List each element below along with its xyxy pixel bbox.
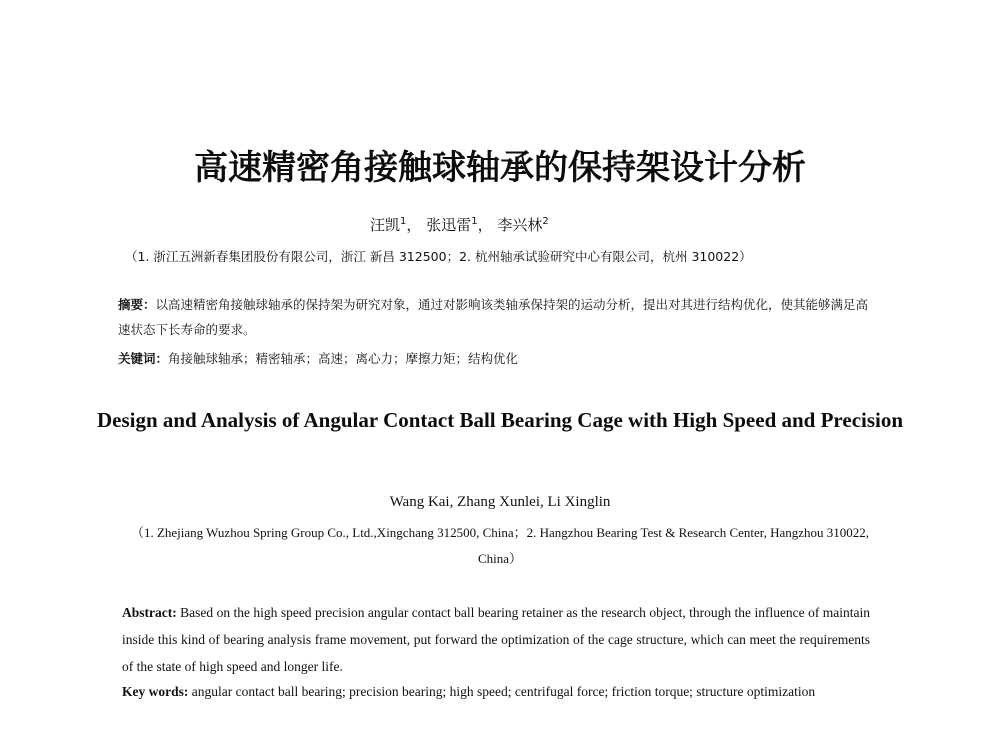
chinese-abstract-label: 摘要：	[118, 297, 156, 312]
author-1: 汪凯	[370, 216, 401, 234]
author-3-affil-mark: 2	[542, 216, 549, 227]
author-3: 李兴林	[497, 216, 543, 234]
author-2: 张迅雷	[426, 216, 472, 234]
english-abstract	[122, 599, 870, 680]
english-abstract-text: Based on the high speed precision angular contact ball bearing retainer as the research object, through the influence of maintain inside this kind of bearing analysis frame movement, put forward the optimization of the cage structure, which can meet the requirements of the state of high speed and longer life.	[122, 605, 870, 674]
english-affiliation: （1. Zhejiang Wuzhou Spring Group Co., Ltd.,Xingchang 312500, China；2. Hangzhou Bearing Test & Research Center, Hangzhou 310022, China）	[130, 525, 870, 566]
chinese-keywords-text: 角接触球轴承；精密轴承；高速；离心力；摩擦力矩；结构优化	[168, 351, 519, 366]
english-title: Design and Analysis of Angular Contact Ball Bearing Cage with High Speed and Precision	[96, 408, 904, 432]
author-separator: ，	[406, 216, 422, 234]
author-2-affil-mark: 1	[471, 216, 478, 227]
english-keywords-label: Key words:	[122, 684, 189, 699]
author-separator: ，	[477, 216, 493, 234]
chinese-keywords	[118, 349, 878, 367]
english-keywords	[122, 677, 870, 707]
chinese-abstract	[118, 292, 878, 342]
chinese-abstract-text: 以高速精密角接触球轴承的保持架为研究对象，通过对影响该类轴承保持架的运动分析，提出对其进行结构优化，使其能够满足高速状态下长寿命的要求。	[118, 297, 869, 337]
english-authors: Wang Kai, Zhang Xunlei, Li Xinglin	[389, 494, 611, 510]
chinese-keywords-label: 关键词：	[118, 351, 169, 366]
chinese-affiliation: （1. 浙江五洲新春集团股份有限公司，浙江 新昌 312500；2. 杭州轴承试验研究中心有限公司，杭州 310022）	[125, 249, 752, 264]
chinese-authors	[370, 214, 549, 235]
english-keywords-text: angular contact ball bearing; precision bearing; high speed; centrifugal force; friction torque; structure optimization	[191, 684, 816, 699]
english-abstract-label: Abstract:	[122, 605, 177, 620]
chinese-title: 高速精密角接触球轴承的保持架设计分析	[194, 148, 806, 188]
author-1-affil-mark: 1	[400, 216, 407, 227]
